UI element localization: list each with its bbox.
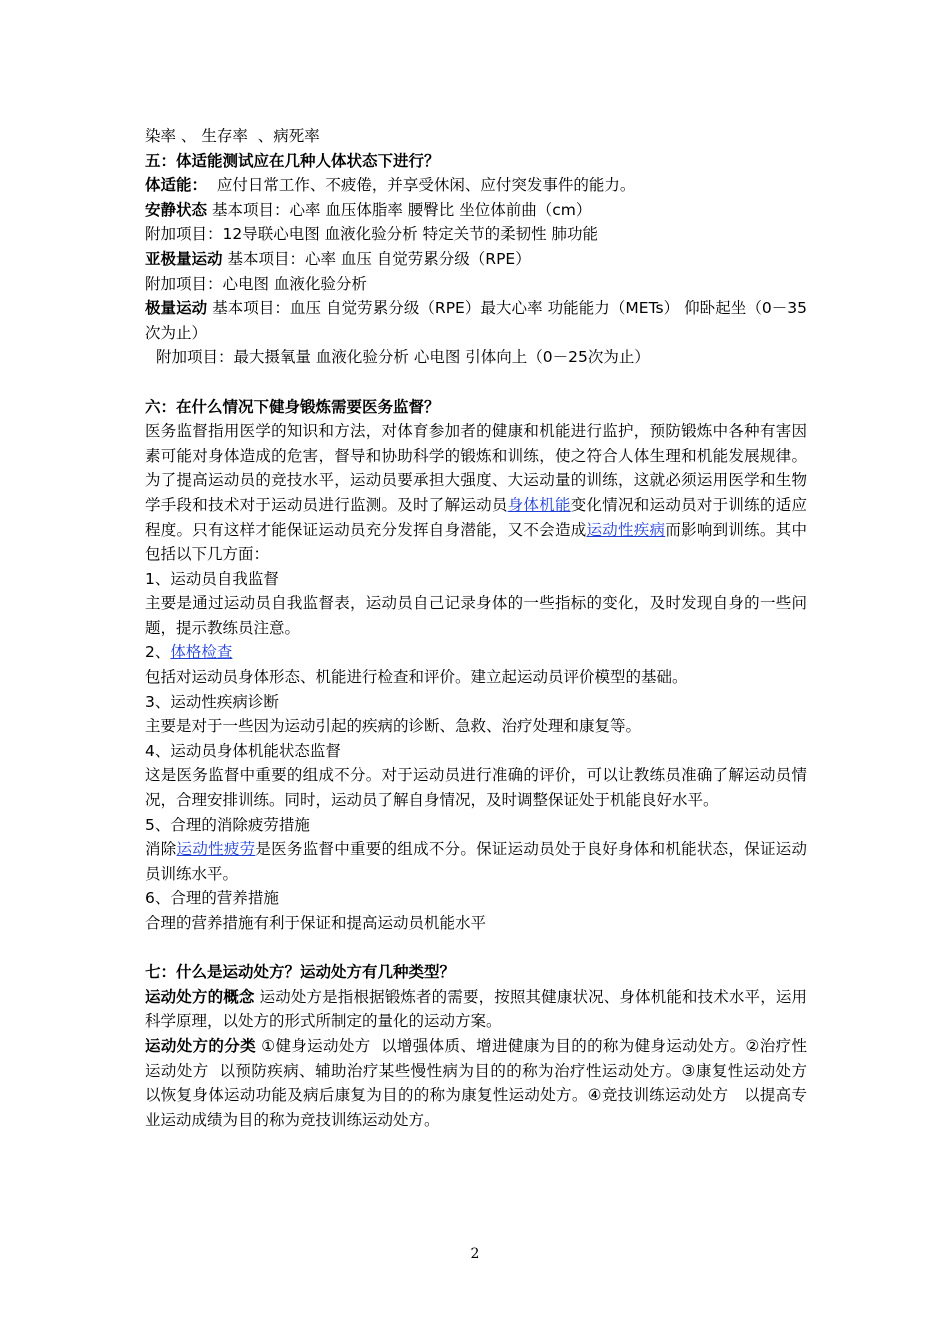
text-run: 变化情况和运动员对于训练的适应程度。只有这样才能保证运动员充分发挥自身潜能，又不会造成 bbox=[145, 495, 807, 539]
text-line: 染率 、 生存率 、病死率 bbox=[145, 127, 320, 145]
text-line: 附加项目：心电图 血液化验分析 bbox=[145, 274, 367, 293]
term: 安静状态 bbox=[145, 200, 208, 219]
link-sports-fatigue[interactable]: 运动性疲劳 bbox=[176, 840, 256, 859]
state-max bbox=[145, 296, 807, 345]
definition: 基本项目：心率 血压体脂率 腰臀比 坐位体前曲（cm） bbox=[207, 200, 592, 219]
definition: 基本项目：心率 血压 自觉劳累分级（RPE） bbox=[222, 249, 531, 268]
list-item-heading: 3、运动性疾病诊断 bbox=[145, 692, 279, 711]
definition-fitness bbox=[145, 173, 807, 198]
link-body-function[interactable]: 身体机能 bbox=[507, 495, 571, 514]
paragraph-medical-supervision bbox=[145, 419, 807, 567]
text-run: 而影响到训练。其中包括以下几方面： bbox=[145, 520, 807, 564]
definition: ①健身运动处方 以增强体质、增进健康为目的的称为健身运动处方。②治疗性运动处方 以预防疾病、辅助治疗某些慢性病为目的的称为治疗性运动处方。③康复性运动处方 以恢复身体运动功能及病后康复为目的的称为康复性运动处方。④竞技训练运动处方 以提高专业运动成绩为目的称为竞技训练运动处方。 bbox=[145, 1036, 822, 1129]
list-item-text: 包括对运动员身体形态、机能进行检查和评价。建立起运动员评价模型的基础。 bbox=[145, 668, 688, 687]
list-item-text: 主要是对于一些因为运动引起的疾病的诊断、急救、治疗处理和康复等。 bbox=[145, 717, 642, 736]
term: 体适能： bbox=[145, 176, 208, 195]
page-body bbox=[145, 124, 822, 1132]
list-item-text bbox=[145, 837, 807, 886]
term: 亚极量运动 bbox=[145, 249, 223, 268]
section-heading-7: 七：什么是运动处方？运动处方有几种类型？ bbox=[145, 963, 456, 982]
text-line: 附加项目：最大摄氧量 血液化验分析 心电图 引体向上（0－25次为止） bbox=[156, 348, 650, 367]
list-item-heading: 4、运动员身体机能状态监督 bbox=[145, 741, 341, 760]
definition: 基本项目：血压 自觉劳累分级（RPE）最大心率 功能能力（METs） 仰卧起坐（0－35次为止） bbox=[145, 299, 807, 342]
list-item-text: 主要是通过运动员自我监督表，运动员自己记录身体的一些指标的变化，及时发现自身的一些问题，提示教练员注意。 bbox=[145, 594, 807, 637]
paragraph-prescription-concept bbox=[145, 985, 807, 1034]
definition: 应付日常工作、不疲倦，并享受休闲、应付突发事件的能力。 bbox=[207, 176, 636, 195]
list-item-heading: 5、合理的消除疲劳措施 bbox=[145, 815, 310, 834]
link-sports-disease[interactable]: 运动性疾病 bbox=[586, 520, 666, 539]
term: 运动处方的分类 bbox=[145, 1036, 256, 1055]
paragraph-prescription-types bbox=[145, 1034, 822, 1132]
text-run: 医务监督指用医学的知识和方法，对体育参加者的健康和机能进行监护，预防锻炼中各种有害因素可能对身体造成的危害，督导和协助科学的锻炼和训练，使之符合人体生理和机能发展规律。为了提高运动员的竞技水平，运动员要承担大强度、大运动量的训练，这就必须运用医学和生物学手段和技术对于运动员进行监测。及时了解运动员 bbox=[145, 422, 807, 514]
link-physical-exam[interactable]: 体格检查 bbox=[170, 643, 233, 662]
section-heading-5: 五：体适能测试应在几种人体状态下进行？ bbox=[145, 151, 440, 170]
page-number: 2 bbox=[470, 1246, 480, 1262]
list-item-text: 合理的营养措施有利于保证和提高运动员机能水平 bbox=[145, 914, 487, 932]
term: 运动处方的概念 bbox=[145, 987, 255, 1006]
section-heading-6: 六：在什么情况下健身锻炼需要医务监督？ bbox=[145, 397, 440, 416]
list-item-heading: 1、运动员自我监督 bbox=[145, 569, 279, 588]
list-item-heading bbox=[145, 640, 807, 665]
list-item-heading: 6、合理的营养措施 bbox=[145, 889, 279, 908]
term: 极量运动 bbox=[145, 299, 208, 318]
definition: 运动处方是指根据锻炼者的需要，按照其健康状况、身体机能和技术水平，运用科学原理，以处方的形式所制定的量化的运动方案。 bbox=[145, 987, 807, 1031]
list-item-text: 这是医务监督中重要的组成不分。对于运动员进行准确的评价，可以让教练员准确了解运动员情况，合理安排训练。同时，运动员了解自身情况，及时调整保证处于机能良好水平。 bbox=[145, 766, 807, 810]
text-line: 附加项目：12导联心电图 血液化验分析 特定关节的柔韧性 肺功能 bbox=[145, 225, 599, 244]
text-run: 消除 bbox=[145, 840, 177, 859]
text-run: 是医务监督中重要的组成不分。保证运动员处于良好身体和机能状态，保证运动员训练水平。 bbox=[145, 840, 807, 883]
state-rest bbox=[145, 198, 807, 223]
text-run: 2、 bbox=[145, 643, 171, 662]
state-submax bbox=[145, 247, 807, 272]
